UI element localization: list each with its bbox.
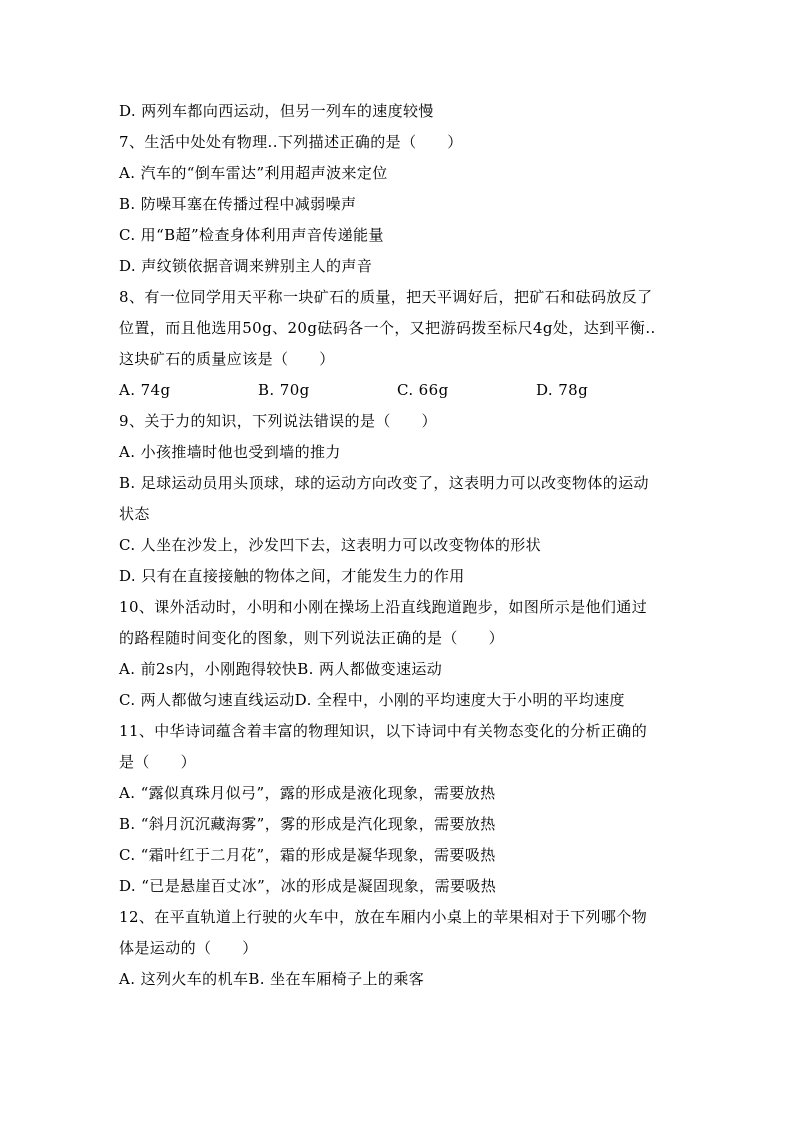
q6-option-d: D. 两列车都向西运动，但另一列车的速度较慢: [119, 102, 434, 120]
q7-option-c: C. 用“B超”检查身体利用声音传递能量: [119, 226, 384, 244]
q7-option-d: D. 声纹锁依据音调来辨别主人的声音: [119, 257, 373, 275]
q10-stem-line-1: 10、课外活动时，小明和小刚在操场上沿直线跑道跑步，如图所示是他们通过: [119, 598, 648, 616]
document-page: [119, 96, 679, 995]
q9-option-a: A. 小孩推墙时他也受到墙的推力: [119, 443, 341, 461]
q12-options-ab: A. 这列火车的机车B. 坐在车厢椅子上的乘客: [119, 970, 425, 988]
q9-option-d: D. 只有在直接接触的物体之间，才能发生力的作用: [119, 567, 465, 585]
q8-options: [119, 375, 679, 406]
q9-option-b-line-2: 状态: [119, 505, 150, 523]
q10-stem-line-2: 的路程随时间变化的图象，则下列说法正确的是（ ）: [119, 629, 505, 647]
q8-option-d: D. 78g: [536, 381, 589, 399]
q7-option-a: A. 汽车的“倒车雷达”利用超声波来定位: [119, 164, 388, 182]
q11-option-c: C. “霜叶红于二月花”，霜的形成是凝华现象，需要吸热: [119, 846, 496, 864]
q7-option-b: B. 防噪耳塞在传播过程中减弱噪声: [119, 195, 357, 213]
q8-stem-line-3: 这块矿石的质量应该是（ ）: [119, 350, 335, 368]
q8-option-c: C. 66g: [397, 381, 449, 399]
q8-option-b: B. 70g: [258, 381, 310, 399]
q7-stem: 7、生活中处处有物理..下列描述正确的是（ ）: [119, 133, 463, 151]
q9-stem: 9、关于力的知识，下列说法错误的是（ ）: [119, 412, 437, 430]
q11-option-b: B. “斜月沉沉藏海雾”，雾的形成是汽化现象，需要放热: [119, 815, 496, 833]
q10-options-cd: C. 两人都做匀速直线运动D. 全程中，小刚的平均速度大于小明的平均速度: [119, 691, 625, 709]
q8-stem-line-2: 位置，而且他选用50g、20g砝码各一个，又把游码拨至标尺4g处，达到平衡..: [119, 319, 656, 337]
q11-option-d: D. “已是悬崖百丈冰”，冰的形成是凝固现象，需要吸热: [119, 877, 497, 895]
q8-option-a: A. 74g: [119, 381, 171, 399]
q11-stem-line-2: 是（ ）: [119, 753, 197, 771]
q9-option-c: C. 人坐在沙发上，沙发凹下去，这表明力可以改变物体的形状: [119, 536, 542, 554]
q9-option-b-line-1: B. 足球运动员用头顶球，球的运动方向改变了，这表明力可以改变物体的运动: [119, 474, 649, 492]
q10-options-ab: A. 前2s内，小刚跑得较快B. 两人都做变速运动: [119, 660, 443, 678]
q12-stem-line-2: 体是运动的（ ）: [119, 939, 258, 957]
q11-option-a: A. “露似真珠月似弓”，露的形成是液化现象，需要放热: [119, 784, 496, 802]
q8-stem-line-1: 8、有一位同学用天平称一块矿石的质量，把天平调好后，把矿石和砝码放反了: [119, 288, 653, 306]
q11-stem-line-1: 11、中华诗词蕴含着丰富的物理知识，以下诗词中有关物态变化的分析正确的: [119, 722, 648, 740]
q12-stem-line-1: 12、在平直轨道上行驶的火车中，放在车厢内小桌上的苹果相对于下列哪个物: [119, 908, 648, 926]
